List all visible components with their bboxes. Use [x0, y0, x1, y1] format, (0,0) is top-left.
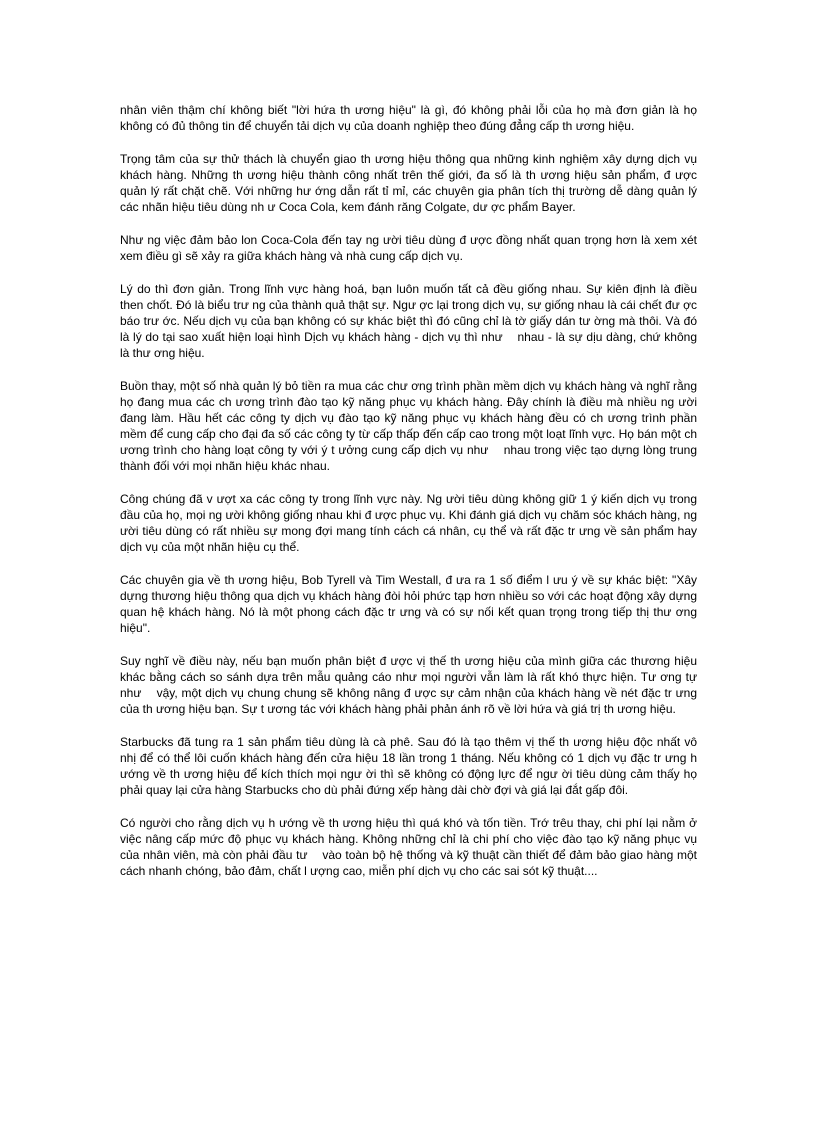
paragraph-4: Lý do thì đơn giản. Trong lĩnh vực hàng hoá, bạn luôn muốn tất cả đều giống nhau. Sự kiên định là điều then chốt. Đó là biểu trư ng của thành quả thật sự. Ngư ợc lại trong dịch vụ, sự giống nhau là cái chết đư ợc báo trư ớc. Nếu dịch vụ của bạn không có sự khác biệt thì đó cũng chỉ là tờ giấy dán tư ờng mà thôi. Và đó là lý do tại sao xuất hiện loại hình Dịch vụ khách hàng - dịch vụ thì như nhau - là sự dịu dàng, chứ không là thư ơng hiệu.	[120, 282, 701, 360]
paragraph-1: nhân viên thậm chí không biết "lời hứa th ương hiệu" là gì, đó không phải lỗi của họ mà đơn giản là họ không có đủ thông tin để chuyển tải dịch vụ của doanh nghiệp theo đúng đẳng cấp th ương hiệu.	[120, 103, 701, 133]
paragraph-9: Starbucks đã tung ra 1 sản phẩm tiêu dùng là cà phê. Sau đó là tạo thêm vị thế th ương hiệu độc nhất vô nhị để có thể lôi cuốn khách hàng đến cửa hiệu 18 lần trong 1 tháng. Nếu không có 1 dịch vụ đặc tr ưng h ướng về th ương hiệu để kích thích mọi ngư ời thì sẽ không có động lực để ngư ời tiêu dùng cảm thấy họ phải quay lại cửa hàng Starbucks cho dù phải đứng xếp hàng dài chờ đợi và giá lại đắt gấp đôi.	[120, 735, 701, 797]
paragraph-6: Công chúng đã v ượt xa các công ty trong lĩnh vực này. Ng ười tiêu dùng không giữ 1 ý kiến dịch vụ trong đầu của họ, mọi ng ười không giống nhau khi đ ược phục vụ. Khi đánh giá dịch vụ chăm sóc khách hàng, ng ười tiêu dùng có rất nhiều sự mong đợi mang tính cách cá nhân, cụ thể và rất đặc tr ưng về sản phẩm hay dịch vụ của một nhãn hiệu cụ thể.	[120, 492, 701, 554]
paragraph-3: Như ng việc đảm bảo lon Coca-Cola đến tay ng ười tiêu dùng đ ược đồng nhất quan trọng hơn là xem xét xem điều gì sẽ xảy ra giữa khách hàng và nhà cung cấp dịch vụ.	[120, 233, 701, 263]
paragraph-7: Các chuyên gia về th ương hiệu, Bob Tyrell và Tim Westall, đ ưa ra 1 số điểm l ưu ý về sự khác biệt: "Xây dựng thương hiệu thông qua dịch vụ khách hàng đòi hỏi phức tạp hơn nhiều so với các hoạt động xây dựng quan hệ khách hàng. Nó là một phong cách đặc tr ưng và có sự nối kết quan trọng trong tiếp thị thư ơng hiệu".	[120, 573, 701, 635]
paragraph-2: Trọng tâm của sự thử thách là chuyển giao th ương hiệu thông qua những kinh nghiệm xây dựng dịch vụ khách hàng. Những th ương hiệu thành công nhất trên thế giới, đa số là th ương hiệu sản phẩm, đ ược quản lý rất chặt chẽ. Với những hư ớng dẫn rất tỉ mỉ, các chuyên gia phân tích thị trường dễ dàng quản lý các nhãn hiệu tiêu dùng nh ư Coca Cola, kem đánh răng Colgate, dư ợc phẩm Bayer.	[120, 152, 701, 214]
paragraph-5: Buồn thay, một số nhà quản lý bỏ tiền ra mua các chư ơng trình phần mềm dịch vụ khách hàng và nghĩ rằng họ đang mua các ch ương trình đào tạo kỹ năng phục vụ khách hàng. Đây chính là điều mà nhiều ng ười đang làm. Hầu hết các công ty dịch vụ đào tạo kỹ năng phục vụ khách hàng đều có ch ương trình phần mềm để cung cấp cho đại đa số các công ty từ cấp thấp đến cấp cao trong một loạt lĩnh vực. Họ bán một ch ương trình cho hàng loạt công ty với ý t ưởng cung cấp dịch vụ như nhau trong việc tạo dựng lòng trung thành đối với mọi nhãn hiệu khác nhau.	[120, 379, 701, 473]
paragraph-8: Suy nghĩ về điều này, nếu bạn muốn phân biệt đ ược vị thế th ương hiệu của mình giữa các thương hiệu khác bằng cách so sánh dựa trên mẫu quảng cáo như mọi người vẫn làm là rất khó thực hiện. Tư ơng tự như vậy, một dịch vụ chung chung sẽ không nâng đ ược sự cảm nhận của khách hàng về nét đặc tr ưng của th ương hiệu bạn. Sự t ương tác với khách hàng phải phản ánh rõ về lời hứa và giá trị th ương hiệu.	[120, 654, 701, 716]
document-page	[120, 102, 701, 896]
paragraph-10: Có người cho rằng dịch vụ h ướng về th ương hiệu thì quá khó và tốn tiền. Trớ trêu thay, chi phí lại nằm ở việc nâng cấp mức độ phục vụ khách hàng. Không những chỉ là chi phí cho việc đào tạo kỹ năng phục vụ của nhân viên, mà còn phải đầu tư vào toàn bộ hệ thống và kỹ thuật cần thiết để đảm bảo giao hàng một cách nhanh chóng, bảo đảm, chất l ượng cao, miễn phí dịch vụ cho các sai sót kỹ thuật....	[120, 816, 701, 878]
